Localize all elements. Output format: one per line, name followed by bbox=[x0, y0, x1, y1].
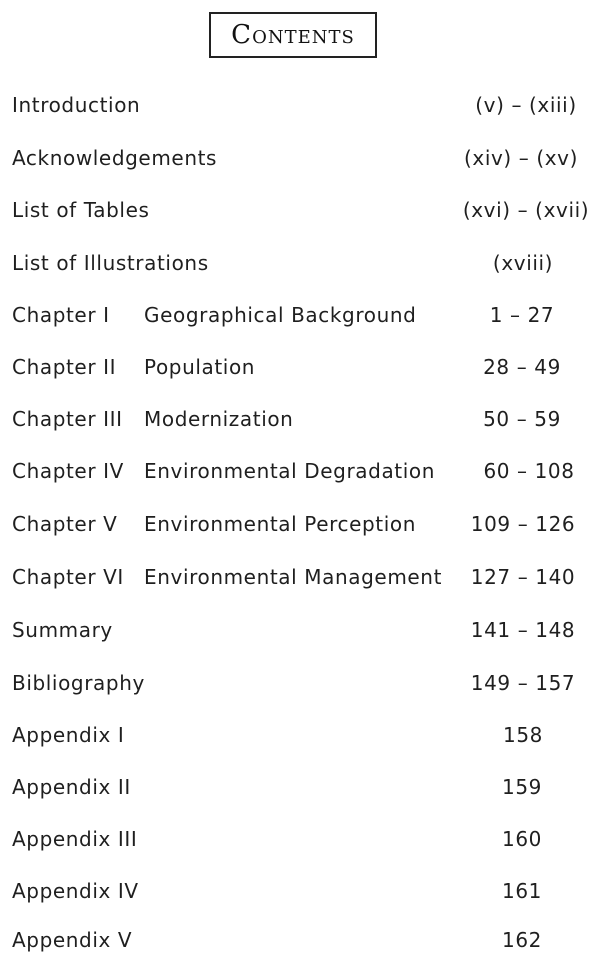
entry-pages: (xviii) bbox=[492, 251, 554, 275]
chapter-number: Chapter VI bbox=[12, 565, 124, 589]
toc-entry-appendix-1[interactable] bbox=[0, 720, 600, 750]
entry-pages: 160 bbox=[502, 827, 542, 851]
toc-entry-chapter-2[interactable] bbox=[0, 352, 600, 382]
chapter-number: Chapter IV bbox=[12, 459, 124, 483]
entry-pages: 109 – 126 bbox=[470, 512, 576, 536]
toc-entry-appendix-2[interactable] bbox=[0, 772, 600, 802]
chapter-title: Geographical Background bbox=[144, 303, 417, 327]
toc-entry-list-of-tables[interactable] bbox=[0, 195, 600, 225]
entry-pages: 158 bbox=[503, 723, 543, 747]
contents-title: Contents bbox=[209, 12, 377, 58]
chapter-number: Chapter V bbox=[12, 512, 118, 536]
entry-label: Acknowledgements bbox=[12, 146, 218, 170]
chapter-title: Environmental Degradation bbox=[144, 459, 436, 483]
chapter-number: Chapter II bbox=[12, 355, 117, 379]
entry-pages: 149 – 157 bbox=[470, 671, 576, 695]
toc-entry-chapter-6[interactable] bbox=[0, 562, 600, 592]
entry-label: Bibliography bbox=[12, 671, 145, 695]
entry-pages: 28 – 49 bbox=[483, 355, 561, 379]
entry-pages: (xiv) – (xv) bbox=[463, 146, 579, 170]
toc-entry-list-of-illustrations[interactable] bbox=[0, 248, 600, 278]
toc-entry-bibliography[interactable] bbox=[0, 668, 600, 698]
toc-entry-appendix-4[interactable] bbox=[0, 876, 600, 906]
entry-pages: 159 bbox=[502, 775, 542, 799]
entry-pages: (v) – (xiii) bbox=[475, 93, 577, 117]
entry-label: Appendix IV bbox=[12, 879, 139, 903]
entry-pages: 161 bbox=[502, 879, 542, 903]
entry-label: Appendix II bbox=[12, 775, 131, 799]
entry-pages: 141 – 148 bbox=[470, 618, 576, 642]
entry-label: Introduction bbox=[12, 93, 141, 117]
toc-entry-acknowledgements[interactable] bbox=[0, 143, 600, 173]
entry-pages: 127 – 140 bbox=[470, 565, 576, 589]
entry-pages: 60 – 108 bbox=[483, 459, 575, 483]
toc-entry-chapter-1[interactable] bbox=[0, 300, 600, 330]
chapter-number: Chapter I bbox=[12, 303, 110, 327]
chapter-number: Chapter III bbox=[12, 407, 123, 431]
entry-pages: 162 bbox=[502, 928, 542, 952]
toc-entry-chapter-5[interactable] bbox=[0, 509, 600, 539]
entry-label: List of Illustrations bbox=[12, 251, 209, 275]
toc-entry-chapter-4[interactable] bbox=[0, 456, 600, 486]
entry-pages: 50 – 59 bbox=[483, 407, 561, 431]
entry-pages: (xvi) – (xvii) bbox=[462, 198, 590, 222]
entry-label: Summary bbox=[12, 618, 113, 642]
toc-entry-summary[interactable] bbox=[0, 615, 600, 645]
chapter-title: Population bbox=[144, 355, 256, 379]
entry-label: Appendix I bbox=[12, 723, 125, 747]
toc-entry-introduction[interactable] bbox=[0, 90, 600, 120]
entry-label: List of Tables bbox=[12, 198, 150, 222]
entry-pages: 1 – 27 bbox=[489, 303, 555, 327]
toc-entry-appendix-3[interactable] bbox=[0, 824, 600, 854]
chapter-title: Environmental Perception bbox=[144, 512, 417, 536]
chapter-title: Environmental Management bbox=[144, 565, 443, 589]
entry-label: Appendix III bbox=[12, 827, 138, 851]
toc-entry-appendix-5[interactable] bbox=[0, 925, 600, 955]
chapter-title: Modernization bbox=[144, 407, 294, 431]
toc-entry-chapter-3[interactable] bbox=[0, 404, 600, 434]
entry-label: Appendix V bbox=[12, 928, 133, 952]
